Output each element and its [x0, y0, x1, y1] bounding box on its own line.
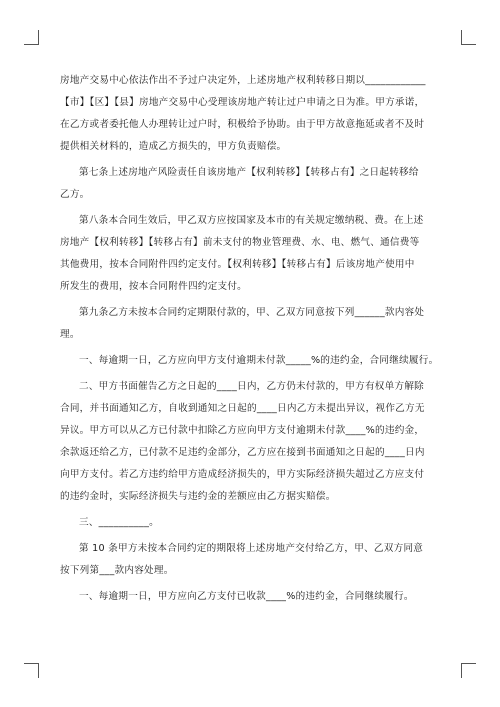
text-line: 第七条上述房地产风险责任自该房地产【权利转移】【转移占有】之日起转移给	[79, 167, 419, 178]
crop-mark-bottom-left	[24, 663, 39, 678]
paragraph	[60, 302, 442, 346]
text-line: 房地产交易中心依法作出不予过户决定外，上述房地产权利转移日期以____________	[60, 75, 426, 86]
text-line: 第 10 条甲方未按本合同约定的期限将上述房地产交付给乙方，甲、乙双方同意	[79, 543, 424, 554]
text-line: 异议。甲方可以从乙方已付款中扣除乙方应向甲方支付逾期未付款____%的违约金，	[60, 425, 425, 436]
paragraph	[60, 376, 442, 508]
text-line: 【市】【区】【县】房地产交易中心受理该房地产转让过户申请之日为准。甲方承诺，	[60, 97, 425, 108]
paragraph	[60, 210, 442, 298]
crop-mark-bottom-right	[461, 663, 476, 678]
paragraph	[60, 162, 442, 206]
text-line: 房地产【权利转移】【转移占有】前未支付的物业管理费、水、电、燃气、通信费等	[60, 237, 420, 248]
text-line: 提供相关材料的，造成乙方损失的，甲方负责赔偿。	[60, 141, 287, 152]
text-line: 向甲方支付。若乙方违约给甲方造成经济损失的，甲方实际经济损失超过乙方应支付	[60, 469, 425, 480]
paragraph	[60, 538, 442, 582]
text-line: 乙方。	[60, 189, 90, 200]
text-line: 第八条本合同生效后，甲乙双方应按国家及本市的有关规定缴纳税、费。在上述	[79, 215, 424, 226]
text-line: 的违约金时，实际经济损失与违约金的差额应由乙方据实赔偿。	[60, 491, 336, 502]
text-line: 二、甲方书面催告乙方之日起的____日内，乙方仍未付款的，甲方有权单方解除	[79, 381, 425, 392]
crop-mark-top-right	[461, 30, 476, 45]
text-line: 在乙方或者委托他人办理转让过户时，积极给予协助。由于甲方故意拖延或者不及时	[60, 119, 425, 130]
text-line: 一、每逾期一日，乙方应向甲方支付逾期未付款_____%的违约金，合同继续履行。	[79, 355, 439, 366]
text-line: 第九条乙方未按本合同约定期限付款的，甲、乙双方同意按下列______款内容处	[79, 307, 425, 318]
paragraph	[60, 586, 442, 608]
text-line: 其他费用，按本合同附件四约定支付。【权利转移】【转移占有】后该房地产使用中	[60, 259, 415, 270]
document-body	[60, 70, 442, 608]
paragraph	[60, 350, 442, 372]
text-line: 三、__________。	[79, 517, 159, 528]
text-line: 余款返还给乙方，已付款不足违约金部分，乙方应在接到书面通知之日起的____日内	[60, 447, 425, 458]
text-line: 理。	[60, 329, 80, 340]
paragraph	[60, 512, 442, 534]
text-line: 合同，并书面通知乙方，自收到通知之日起的____日内乙方未提出异议，视作乙方无	[60, 403, 425, 414]
text-line: 按下列第___款内容处理。	[60, 565, 174, 576]
crop-mark-top-left	[24, 30, 39, 45]
text-line: 所发生的费用，按本合同附件四约定支付。	[60, 281, 248, 292]
text-line: 一、每逾期一日，甲方应向乙方支付已收款____%的违约金，合同继续履行。	[79, 591, 414, 602]
paragraph	[60, 70, 442, 158]
